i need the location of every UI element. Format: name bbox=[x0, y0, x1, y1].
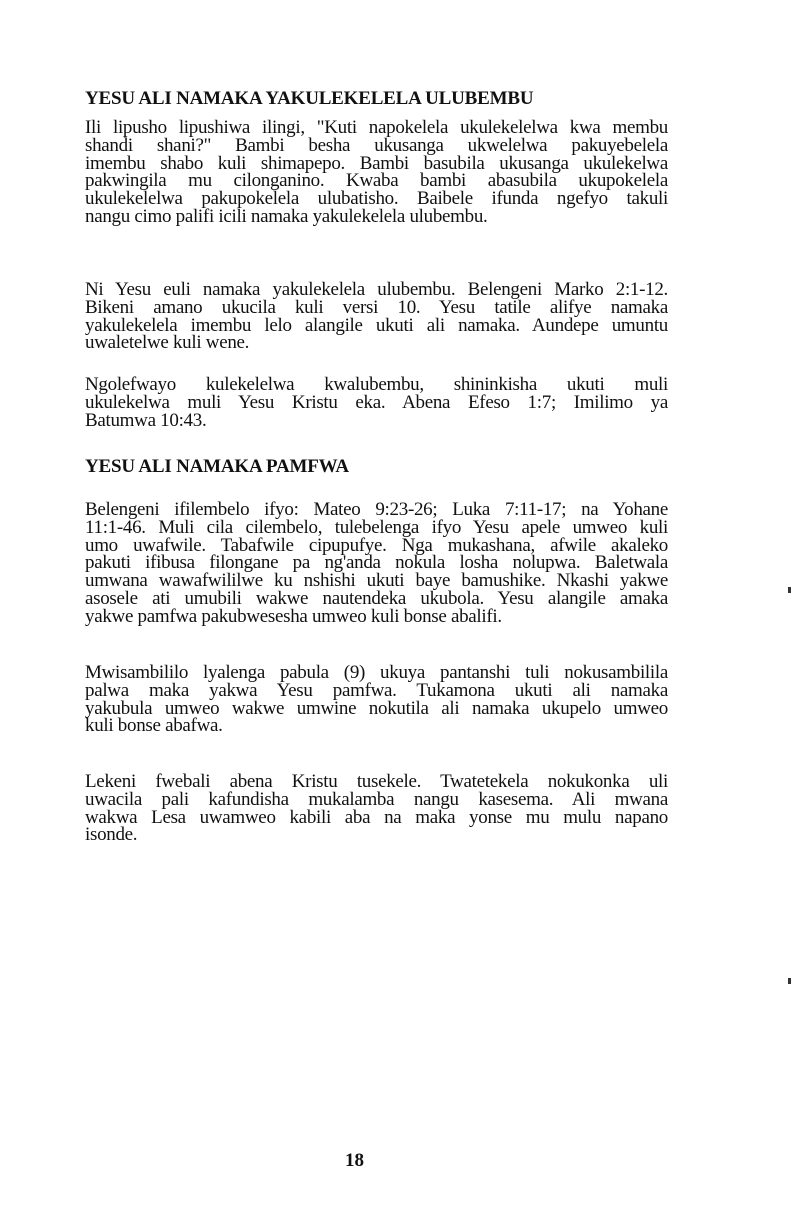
text-line: isonde. bbox=[85, 824, 138, 846]
page-number: 18 bbox=[345, 1150, 364, 1171]
section-heading-forgiveness: YESU ALI NAMAKA YAKULEKELELA ULUBEMBU bbox=[85, 88, 534, 109]
text-line: imembu shabo kuli shimapepo. Bambi basubila ukusanga ukulekelwa bbox=[85, 152, 668, 174]
text-line: uwaletelwe kuli wene. bbox=[85, 332, 250, 354]
text-line: nangu cimo palifi icili namaka yakulekelela ulubembu. bbox=[85, 205, 488, 227]
text-line: umwana wawafwililwe ku nshishi ukuti baye bamushike. Nkashi yakwe bbox=[85, 570, 668, 592]
text-line: yakwe pamfwa pakubwesesha umweo kuli bonse abalifi. bbox=[85, 605, 502, 627]
paragraph bbox=[85, 376, 668, 429]
text-line: Batumwa 10:43. bbox=[85, 409, 207, 431]
section-heading-power-over-death: YESU ALI NAMAKA PAMFWA bbox=[85, 456, 349, 477]
scan-speck bbox=[788, 978, 791, 984]
text-line: 11:1-46. Muli cila cilembelo, tulebelenga ifyo Yesu apele umweo kuli bbox=[85, 516, 668, 538]
text-line: Ni Yesu euli namaka yakulekelela ulubembu. Belengeni Marko 2:1-12. bbox=[85, 279, 668, 300]
scan-speck bbox=[788, 587, 791, 593]
paragraph bbox=[85, 773, 668, 844]
text-line: pakwingila mu cilonganino. Kwaba bambi abasubila ukupokelela bbox=[85, 170, 668, 192]
text-line: Mwisambililo lyalenga pabula (9) ukuya pantanshi tuli nokusambilila bbox=[85, 662, 668, 683]
text-line: Belengeni ifilembelo ifyo: Mateo 9:23-26; Luka 7:11-17; na Yohane bbox=[85, 499, 668, 520]
text-line: umo uwafwile. Tabafwile cipupufye. Nga mukashana, afwile akaleko bbox=[85, 534, 668, 556]
text-line: ukulekelwa muli Yesu Kristu eka. Abena Efeso 1:7; Imilimo ya bbox=[85, 391, 668, 413]
text-line: pakuti ifibusa filongane pa ng'anda nokula losha nolupwa. Baletwala bbox=[85, 552, 668, 574]
text-line: uwacila pali kafundisha mukalamba nangu kasesema. Ali mwana bbox=[85, 788, 668, 810]
text-line: kuli bonse abafwa. bbox=[85, 715, 223, 737]
text-line: Lekeni fwebali abena Kristu tusekele. Twatetekela nokukonka uli bbox=[85, 771, 668, 792]
text-line: Ili lipusho lipushiwa ilingi, "Kuti napokelela ukulekelelwa kwa membu bbox=[85, 117, 668, 138]
paragraph bbox=[85, 664, 668, 735]
text-line: Ngolefwayo kulekelelwa kwalubembu, shininkisha ukuti muli bbox=[85, 374, 668, 395]
text-line: yakubula umweo wakwe umwine nokutila ali namaka ukupelo umweo bbox=[85, 697, 668, 719]
text-line: yakulekelela imembu lelo alangile ukuti ali namaka. Aundepe umuntu bbox=[85, 314, 668, 336]
paragraph bbox=[85, 501, 668, 626]
text-line: shandi shani?" Bambi besha ukusanga ukwelelwa pakuyebelela bbox=[85, 134, 668, 156]
text-line: palwa maka yakwa Yesu pamfwa. Tukamona ukuti ali namaka bbox=[85, 679, 668, 701]
paragraph bbox=[85, 281, 668, 352]
text-line: wakwa Lesa uwamweo kabili aba na maka yonse mu mulu napano bbox=[85, 806, 668, 828]
text-line: Bikeni amano ukucila kuli versi 10. Yesu tatile alifye namaka bbox=[85, 296, 668, 318]
paragraph bbox=[85, 119, 668, 226]
text-line: ukulekelelwa pakupokelela ulubatisho. Baibele ifunda ngefyo takuli bbox=[85, 188, 668, 210]
text-line: asosele ati umubili wakwe nautendeka ukubola. Yesu alangile amaka bbox=[85, 587, 668, 609]
